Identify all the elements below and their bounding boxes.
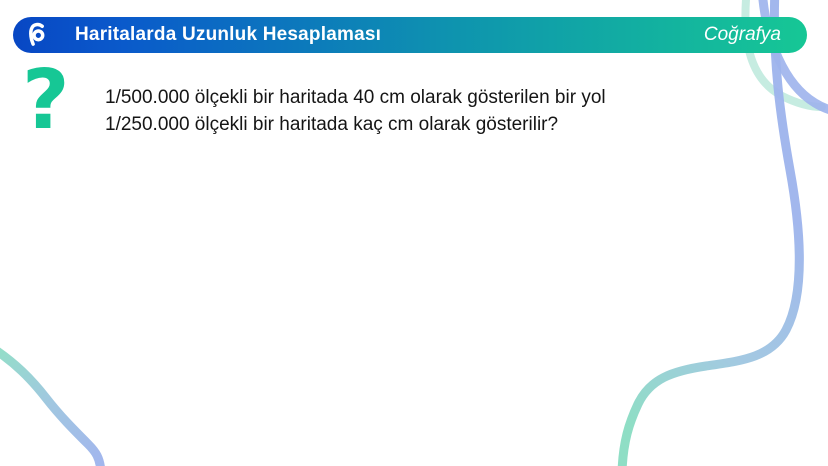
decor-curve-bottom-left: [0, 345, 101, 466]
decor-curve-right-long: [622, 0, 799, 466]
question-text: [105, 84, 606, 138]
brand-p-logo-icon: [23, 20, 53, 50]
subject-label: Coğrafya: [703, 24, 781, 45]
page-title: Haritalarda Uzunluk Hesaplaması: [75, 24, 382, 45]
question-line-2: 1/250.000 ölçekli bir haritada kaç cm olarak gösterilir?: [105, 114, 559, 135]
header-bar: [13, 17, 807, 53]
question-line-1: 1/500.000 ölçekli bir haritada 40 cm olarak gösterilen bir yol: [105, 87, 606, 108]
question-mark-icon: ?: [22, 53, 70, 148]
